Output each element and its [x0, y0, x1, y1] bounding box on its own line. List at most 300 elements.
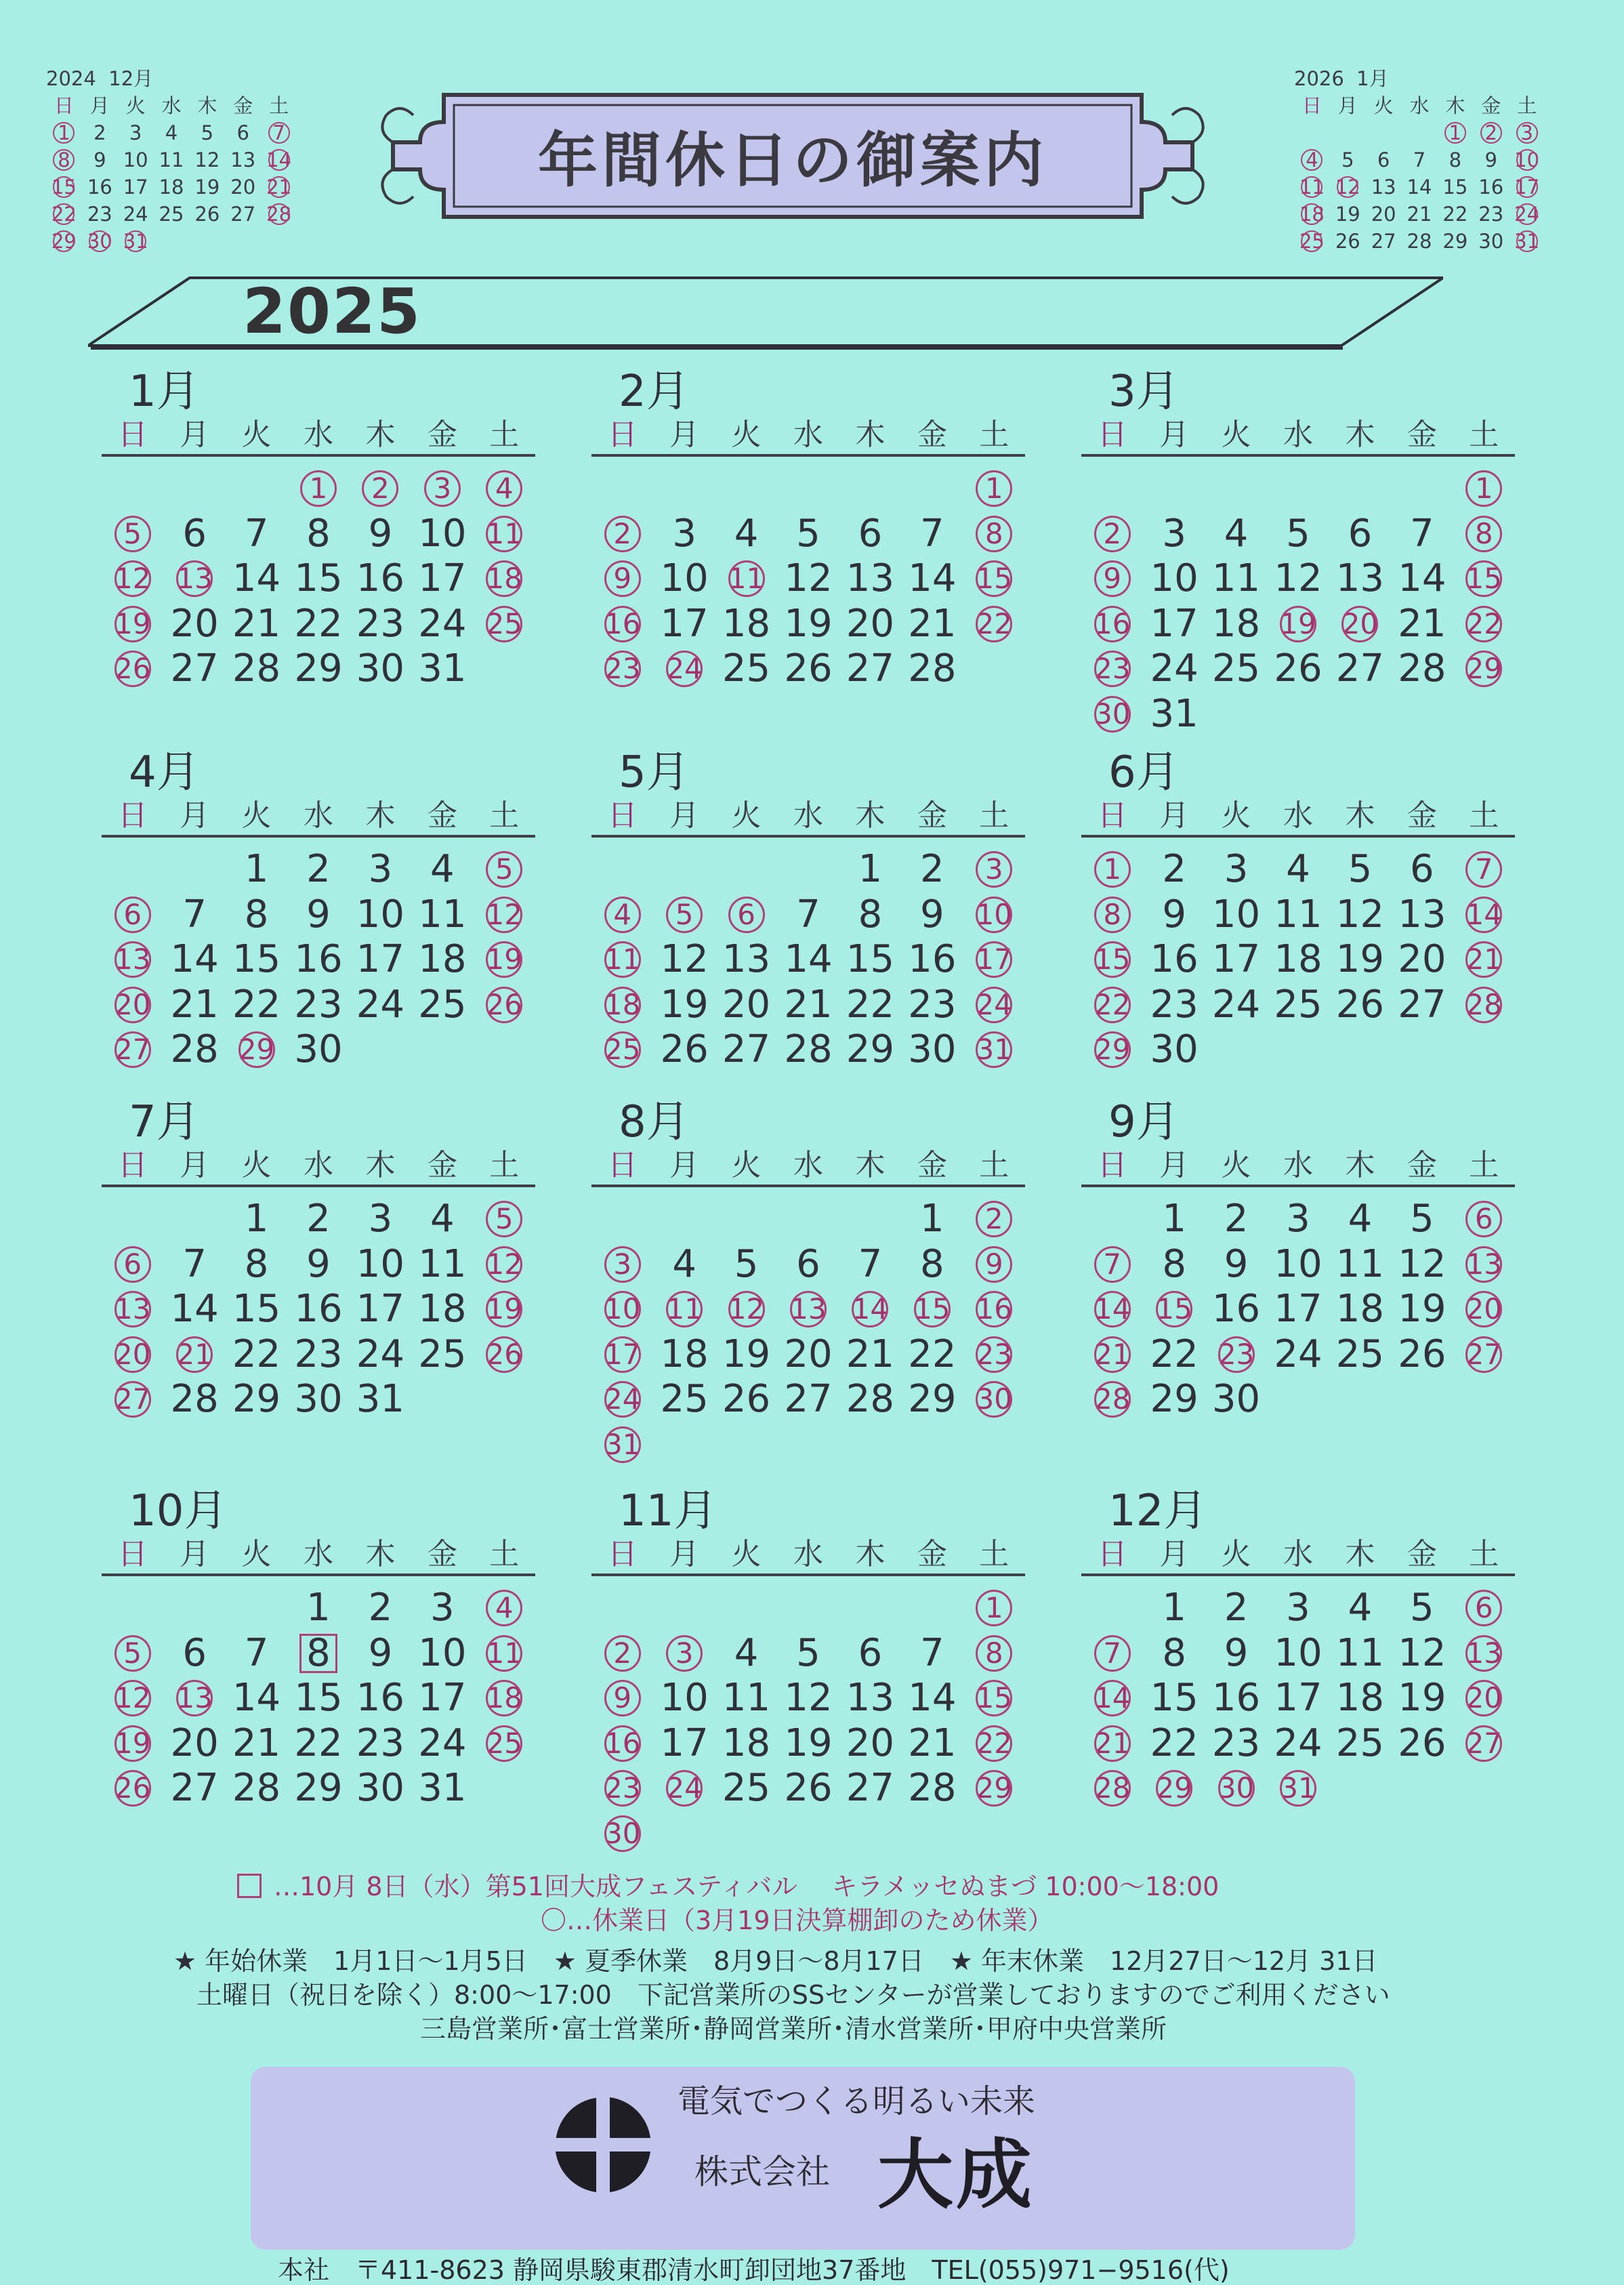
day-cell: 4 [1348, 1197, 1373, 1241]
weekday-tue: 火 [731, 1148, 762, 1182]
mini-calendar-header: 2026 1月 [1294, 67, 1389, 90]
day-cell: 20 [1398, 937, 1446, 981]
day-cell: 16 [356, 1676, 405, 1720]
mini-empty-cell [225, 228, 261, 255]
empty-day-cell [1267, 466, 1329, 512]
week-row [1081, 602, 1515, 647]
empty-day-cell [653, 1586, 715, 1631]
week-row [591, 1287, 1025, 1332]
weekday-thu: 木 [365, 798, 396, 833]
mini-week-row [46, 119, 297, 146]
day-cell: 22 [908, 1332, 957, 1376]
week-row [1081, 466, 1515, 512]
day-cell: 19 [784, 601, 833, 646]
empty-day-cell [474, 1027, 535, 1073]
weekday-tue: 火 [1221, 1148, 1251, 1182]
day-cell: 13 [1335, 556, 1385, 600]
week-row [1081, 1676, 1515, 1721]
empty-day-cell [1081, 1586, 1143, 1631]
day-cell: 6 [182, 1630, 207, 1675]
holiday-day-cell: 15 [1143, 1287, 1205, 1332]
weekday-fri: 金 [917, 1537, 947, 1571]
week-row [102, 1377, 535, 1422]
weekday-thu: 木 [855, 1537, 886, 1571]
holiday-day-cell: 21 [1081, 1721, 1143, 1767]
holiday-day-cell: 15 [963, 556, 1025, 602]
day-cell: 14 [232, 1676, 281, 1720]
header-divider [1081, 835, 1515, 838]
mini-day-cell: 6 [1377, 148, 1390, 171]
day-cell: 20 [784, 1332, 833, 1376]
weekday-tue: 火 [731, 417, 762, 452]
day-cell: 17 [660, 1721, 709, 1765]
day-cell: 7 [244, 511, 269, 556]
holiday-day-cell: 26 [474, 1332, 535, 1378]
holiday-day-cell: 23 [1081, 646, 1143, 692]
holiday-day-cell: 18 [591, 983, 653, 1028]
header-divider [1081, 454, 1515, 457]
holiday-day-cell: 30 [963, 1377, 1025, 1422]
week-row [1081, 937, 1515, 983]
header-divider [102, 1185, 535, 1187]
holiday-day-cell: 6 [1453, 1197, 1515, 1242]
empty-day-cell [1267, 1377, 1329, 1422]
day-cell: 12 [1398, 1241, 1446, 1286]
weekday-thu: 木 [1345, 1537, 1375, 1571]
company-slogan: 電気でつくる明るい未来 [678, 2082, 1036, 2120]
weekday-fri: 金 [917, 798, 947, 833]
empty-day-cell [1391, 466, 1453, 512]
weekday-thu: 木 [365, 1148, 396, 1182]
day-cell: 24 [1274, 1332, 1323, 1376]
weekday-sat: 土 [1469, 417, 1499, 452]
week-row [102, 466, 535, 512]
day-cell: 14 [1398, 556, 1446, 600]
empty-day-cell [102, 847, 163, 892]
day-cell: 24 [356, 982, 405, 1027]
weekday-mon: 月 [89, 94, 110, 117]
holiday-day-cell: 26 [102, 646, 163, 692]
holiday-day-cell: 13 [163, 556, 225, 602]
weekday-mon: 月 [1159, 417, 1190, 452]
day-cell: 6 [858, 1630, 883, 1675]
day-cell: 15 [232, 937, 281, 981]
holiday-day-cell: 24 [653, 646, 715, 692]
mini-day-cell: 5 [1341, 148, 1354, 171]
mini-calendar-prev-month [46, 65, 297, 255]
mini-day-cell: 22 [46, 201, 82, 228]
day-cell: 17 [1150, 601, 1199, 646]
month-calendar [102, 366, 535, 692]
mini-day-cell: 3 [1509, 119, 1545, 146]
mini-week-row [1294, 173, 1545, 201]
mini-day-cell: 15 [46, 173, 82, 201]
mini-day-cell: 2 [1473, 119, 1509, 146]
weekday-header-row [591, 1537, 1025, 1572]
day-cell: 5 [734, 1241, 759, 1286]
day-cell: 25 [1335, 1332, 1385, 1376]
day-cell: 24 [1150, 646, 1199, 691]
mini-day-cell: 12 [1330, 173, 1366, 201]
holiday-day-cell: 7 [1453, 847, 1515, 892]
weekday-mon: 月 [669, 798, 700, 833]
day-cell: 8 [244, 1241, 269, 1286]
day-cell: 28 [232, 1766, 281, 1810]
weekday-sat: 土 [979, 1537, 1009, 1571]
day-cell: 31 [1150, 691, 1199, 736]
day-cell: 12 [1398, 1630, 1446, 1675]
mini-week-row [46, 146, 297, 173]
week-row [102, 1586, 535, 1631]
weekday-sun: 日 [607, 1148, 638, 1182]
day-cell: 30 [908, 1027, 957, 1071]
day-cell: 6 [1348, 511, 1373, 556]
day-cell: 23 [294, 982, 343, 1027]
week-row [102, 1197, 535, 1242]
day-cell: 6 [182, 511, 207, 556]
empty-day-cell [715, 1811, 777, 1857]
holiday-day-cell: 5 [474, 1197, 535, 1242]
day-cell: 2 [1162, 847, 1186, 891]
holiday-day-cell: 16 [591, 602, 653, 647]
holiday-day-cell: 8 [1081, 892, 1143, 938]
week-row [1081, 1721, 1515, 1767]
weekday-fri: 金 [1407, 798, 1437, 833]
company-name: 大成 [877, 2130, 1035, 2219]
week-row [1081, 1197, 1515, 1242]
week-row [591, 646, 1025, 692]
weekday-mon: 月 [180, 1148, 210, 1182]
day-cell: 4 [672, 1241, 696, 1286]
day-cell: 8 [244, 892, 269, 936]
holiday-day-cell: 12 [102, 1676, 163, 1721]
holiday-day-cell: 10 [591, 1287, 653, 1332]
week-row [1081, 1631, 1515, 1676]
holiday-day-cell: 13 [1453, 1242, 1515, 1288]
day-cell: 20 [170, 601, 219, 646]
day-cell: 4 [1224, 511, 1249, 556]
day-cell: 22 [294, 601, 343, 646]
mini-week-row [46, 228, 297, 255]
weekday-fri: 金 [917, 417, 947, 452]
holiday-day-cell: 19 [102, 602, 163, 647]
holiday-day-cell: 16 [963, 1287, 1025, 1332]
day-cell: 14 [170, 937, 219, 981]
day-cell: 9 [306, 892, 331, 936]
day-cell: 1 [858, 847, 883, 891]
day-cell: 16 [356, 556, 405, 600]
day-cell: 22 [1150, 1721, 1199, 1765]
weekday-header-row [1081, 1537, 1515, 1572]
weekday-sat: 土 [489, 1537, 520, 1571]
holiday-day-cell: 13 [163, 1676, 225, 1721]
week-row [102, 1721, 535, 1767]
day-cell: 11 [418, 892, 467, 936]
day-cell: 1 [306, 1586, 331, 1630]
mini-day-cell: 29 [46, 228, 82, 255]
weekday-header-row [102, 1537, 535, 1572]
mini-day-cell: 19 [1335, 203, 1360, 226]
month-title: 3月 [1108, 367, 1180, 417]
holiday-day-cell: 11 [591, 937, 653, 983]
holiday-day-cell: 11 [653, 1287, 715, 1332]
day-cell: 26 [1335, 982, 1385, 1027]
weekday-tue: 火 [241, 417, 272, 452]
day-cell: 23 [356, 601, 405, 646]
empty-day-cell [653, 1811, 715, 1857]
holiday-day-cell: 31 [1267, 1766, 1329, 1811]
mini-day-cell: 27 [1371, 230, 1396, 253]
day-cell: 28 [784, 1027, 833, 1071]
month-title: 9月 [1108, 1097, 1180, 1147]
mini-week-row [1294, 228, 1545, 255]
week-row [1081, 1332, 1515, 1378]
day-cell: 15 [294, 556, 343, 600]
day-cell: 30 [356, 646, 405, 691]
holiday-day-cell: 8 [1453, 512, 1515, 557]
week-row [102, 1676, 535, 1721]
mini-day-cell: 28 [1407, 230, 1432, 253]
mini-day-cell: 10 [1509, 146, 1545, 173]
day-cell: 11 [418, 1241, 467, 1286]
day-cell: 19 [1398, 1676, 1446, 1720]
month-calendar [1081, 747, 1515, 1073]
day-cell: 28 [846, 1377, 895, 1421]
weekday-mon: 月 [1159, 798, 1190, 833]
weekday-fri: 金 [1407, 417, 1437, 452]
week-row [102, 937, 535, 983]
weekday-fri: 金 [233, 94, 253, 117]
weekday-thu: 木 [1345, 417, 1375, 452]
day-cell: 13 [846, 1676, 895, 1720]
week-row [591, 1676, 1025, 1721]
day-cell: 4 [734, 511, 759, 556]
day-cell: 3 [1286, 1586, 1310, 1630]
holiday-day-cell: 26 [102, 1766, 163, 1811]
day-cell: 15 [846, 937, 895, 981]
holiday-day-cell: 5 [474, 847, 535, 892]
header-divider [102, 1573, 535, 1576]
holiday-day-cell: 4 [474, 1586, 535, 1631]
empty-day-cell [901, 1811, 963, 1857]
holiday-day-cell: 6 [102, 892, 163, 938]
day-cell: 11 [722, 1676, 771, 1720]
weekday-thu: 木 [855, 417, 886, 452]
weekday-wed: 水 [793, 798, 823, 833]
day-cell: 28 [170, 1027, 219, 1071]
week-row [102, 1242, 535, 1288]
mini-day-cell: 14 [1407, 176, 1432, 199]
mini-day-cell: 2 [93, 121, 106, 144]
day-cell: 28 [908, 646, 957, 691]
weekday-mon: 月 [1337, 94, 1358, 117]
holiday-day-cell: 5 [102, 512, 163, 557]
mini-day-cell: 7 [1413, 148, 1426, 171]
day-cell: 8 [858, 892, 883, 936]
weekday-sun: 日 [54, 94, 74, 117]
day-cell: 18 [418, 1287, 467, 1331]
empty-day-cell [777, 1197, 839, 1242]
day-cell: 16 [294, 937, 343, 981]
empty-day-cell [1329, 1027, 1391, 1073]
empty-day-cell [1081, 1197, 1143, 1242]
header-divider [591, 1185, 1025, 1187]
holiday-legend-note: 〇…休業日（3月19日決算棚卸のため休業） [541, 1906, 1054, 1935]
holiday-day-cell: 23 [1205, 1332, 1267, 1378]
weekday-wed: 水 [793, 417, 823, 452]
weekday-sun: 日 [117, 1148, 148, 1182]
day-cell: 18 [660, 1332, 709, 1376]
mini-day-cell: 16 [1478, 176, 1504, 199]
day-cell: 1 [1162, 1586, 1186, 1630]
week-row [1081, 892, 1515, 938]
mini-week-row [46, 201, 297, 228]
mini-day-cell: 22 [1442, 203, 1468, 226]
day-cell: 17 [356, 937, 405, 981]
holiday-day-cell: 5 [102, 1631, 163, 1676]
empty-day-cell [1205, 466, 1267, 512]
mini-day-cell: 8 [1449, 148, 1462, 171]
week-row [1081, 1242, 1515, 1288]
day-cell: 11 [1335, 1630, 1385, 1675]
holiday-day-cell: 18 [474, 556, 535, 602]
mini-week-row [46, 173, 297, 201]
empty-day-cell [1267, 692, 1329, 737]
day-cell: 17 [660, 601, 709, 646]
holiday-day-cell: 23 [963, 1332, 1025, 1378]
empty-day-cell [1329, 466, 1391, 512]
week-row [591, 1766, 1025, 1811]
saturday-note: 土曜日（祝日を除く）8:00〜17:00 下記営業所のSSセンターが営業しておりますのでご利用ください [196, 1980, 1390, 2010]
header-divider [591, 835, 1025, 838]
holiday-day-cell: 27 [102, 1027, 163, 1073]
empty-day-cell [1391, 1027, 1453, 1073]
mini-empty-cell [1294, 119, 1330, 146]
mini-day-cell: 9 [1484, 148, 1497, 171]
day-cell: 25 [418, 1332, 467, 1376]
day-cell: 10 [418, 511, 467, 556]
day-cell: 9 [920, 892, 944, 936]
day-cell: 18 [1335, 1287, 1385, 1331]
day-cell: 14 [170, 1287, 219, 1331]
empty-day-cell [474, 646, 535, 692]
weekday-wed: 水 [303, 1537, 333, 1571]
week-row [591, 1422, 1025, 1468]
empty-day-cell [715, 466, 777, 512]
week-row [591, 1242, 1025, 1288]
weekday-tue: 火 [125, 94, 146, 117]
day-cell: 21 [908, 1721, 957, 1765]
day-cell: 11 [1211, 556, 1261, 600]
weekday-wed: 水 [1283, 1148, 1313, 1182]
week-row [591, 1586, 1025, 1631]
holiday-day-cell: 1 [1081, 847, 1143, 892]
weekday-tue: 火 [1221, 417, 1251, 452]
holiday-day-cell: 20 [102, 983, 163, 1028]
day-cell: 23 [1211, 1721, 1261, 1765]
weekday-tue: 火 [241, 798, 272, 833]
weekday-tue: 火 [731, 798, 762, 833]
weekday-mon: 月 [669, 417, 700, 452]
weekday-sat: 土 [979, 1148, 1009, 1182]
week-row [591, 1631, 1025, 1676]
holiday-day-cell: 9 [591, 1676, 653, 1721]
month-title: 1月 [129, 367, 200, 417]
day-cell: 29 [1150, 1377, 1199, 1421]
day-cell: 22 [1150, 1332, 1199, 1376]
mini-day-cell: 16 [87, 176, 112, 199]
day-cell: 3 [1224, 847, 1249, 891]
weekday-wed: 水 [1283, 417, 1313, 452]
holiday-day-cell: 3 [591, 1242, 653, 1288]
weekday-wed: 水 [1283, 798, 1313, 833]
mini-day-grid [1294, 119, 1545, 255]
mini-empty-cell [189, 228, 225, 255]
day-cell: 23 [1150, 982, 1199, 1027]
empty-day-cell [839, 466, 901, 512]
day-cell: 7 [858, 1241, 883, 1286]
weekday-sun: 日 [1097, 798, 1127, 833]
day-cell: 20 [846, 1721, 895, 1765]
event-day-cell: 8 [287, 1631, 349, 1676]
week-row [102, 1766, 535, 1811]
week-row [1081, 556, 1515, 602]
holiday-day-cell: 15 [1081, 937, 1143, 983]
weekday-thu: 木 [365, 1537, 396, 1571]
mini-day-cell: 17 [1509, 173, 1545, 201]
day-cell: 16 [1211, 1676, 1261, 1720]
day-cell: 17 [1211, 937, 1261, 981]
empty-day-cell [591, 1197, 653, 1242]
empty-day-cell [653, 1422, 715, 1468]
empty-day-cell [163, 1197, 225, 1242]
day-cell: 24 [418, 1721, 467, 1765]
day-cell: 12 [1335, 892, 1385, 936]
mini-day-cell: 4 [1294, 146, 1330, 173]
week-row [102, 556, 535, 602]
mini-day-cell: 31 [118, 228, 154, 255]
weekday-wed: 水 [1283, 1537, 1313, 1571]
day-cell: 18 [1335, 1676, 1385, 1720]
holiday-day-cell: 8 [963, 512, 1025, 557]
day-cell: 23 [294, 1332, 343, 1376]
day-cell: 27 [784, 1377, 833, 1421]
week-row [102, 1332, 535, 1378]
mini-day-cell: 13 [1371, 176, 1396, 199]
weekday-header-row [591, 417, 1025, 453]
weekday-sat: 土 [979, 417, 1009, 452]
day-cell: 17 [356, 1287, 405, 1331]
day-cell: 9 [1162, 892, 1186, 936]
weekday-mon: 月 [180, 417, 210, 452]
weekday-sat: 土 [1469, 798, 1499, 833]
holiday-day-cell: 25 [591, 1027, 653, 1073]
day-cell: 20 [722, 982, 771, 1027]
holiday-day-cell: 1 [287, 466, 349, 512]
mini-day-cell: 25 [1294, 228, 1330, 255]
holiday-day-cell: 14 [839, 1287, 901, 1332]
holiday-day-cell: 29 [1081, 1027, 1143, 1073]
day-cell: 11 [1274, 892, 1323, 936]
day-cell: 27 [1398, 982, 1446, 1027]
holiday-day-cell: 21 [163, 1332, 225, 1378]
empty-day-cell [1453, 1377, 1515, 1422]
day-cell: 21 [232, 601, 281, 646]
empty-day-cell [839, 1586, 901, 1631]
week-row [591, 466, 1025, 512]
weekday-sun: 日 [607, 798, 638, 833]
holiday-day-cell: 31 [963, 1027, 1025, 1073]
